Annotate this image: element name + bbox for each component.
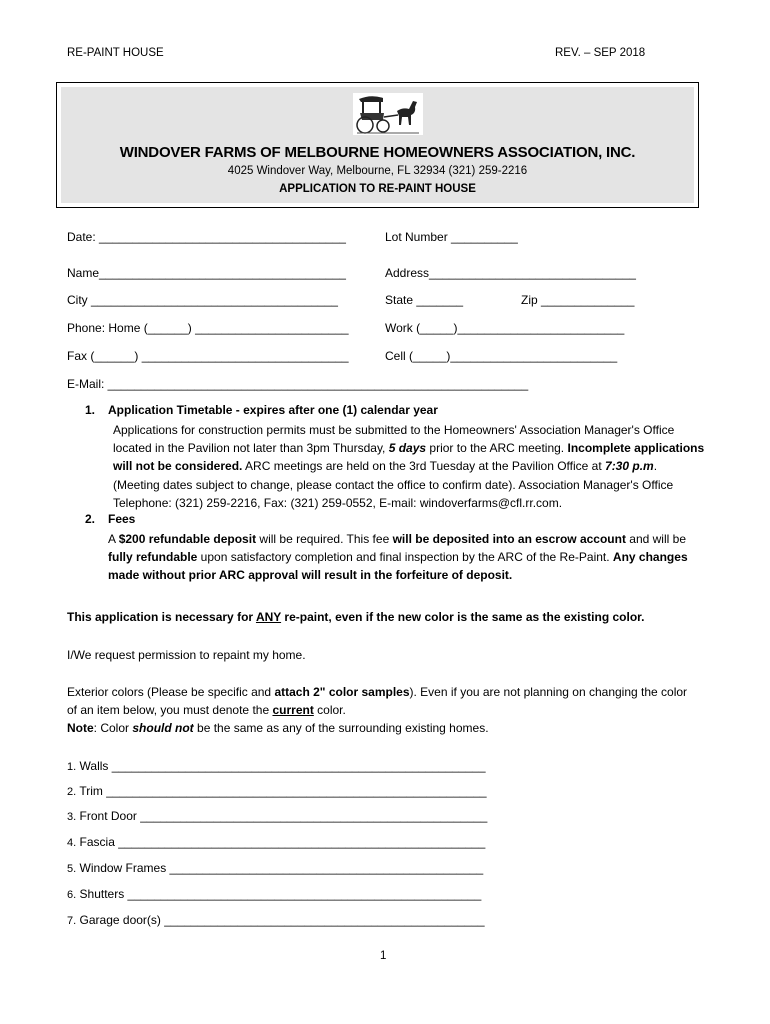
color-item-trim[interactable]: 2. Trim _________________________________________________________ (67, 784, 487, 798)
horse-and-buggy-icon (353, 93, 423, 135)
date-field[interactable]: Date: _____________________________________ (67, 230, 346, 244)
color-item-window-frames[interactable]: 5. Window Frames _______________________________________________ (67, 861, 484, 875)
city-field[interactable]: City _____________________________________ (67, 293, 338, 307)
exterior-colors-instructions: Exterior colors (Please be specific and attach 2" color samples). Even if you are not planning on changing the color of an item below, you must denote the current color. Note: Color should not be the same as any of the surrounding existing homes. (67, 685, 688, 736)
color-item-walls[interactable]: 1. Walls ________________________________________________________ (67, 759, 486, 773)
page-number: 1 (380, 950, 387, 962)
address-field[interactable]: Address_______________________________ (385, 266, 636, 280)
association-title: WINDOVER FARMS OF MELBOURNE HOMEOWNERS ASSOCIATION, INC. (119, 144, 636, 161)
color-item-front-door[interactable]: 3. Front Door ____________________________________________________ (67, 809, 488, 823)
title-box (56, 82, 699, 208)
title-box-fill (61, 87, 694, 203)
name-field[interactable]: Name_____________________________________ (67, 266, 346, 280)
request-statement: I/We request permission to repaint my home. (67, 648, 306, 662)
email-field[interactable]: E-Mail: _______________________________________________________________ (67, 377, 529, 391)
work-phone-field[interactable]: Work (_____)_________________________ (385, 321, 625, 335)
section-1-title: Application Timetable - expires after one (1) calendar year (108, 403, 438, 417)
application-subtitle: APPLICATION TO RE-PAINT HOUSE (279, 183, 476, 195)
color-item-shutters[interactable]: 6. Shutters _____________________________________________________ (67, 887, 482, 901)
cell-phone-field[interactable]: Cell (_____)_________________________ (385, 349, 618, 363)
color-item-garage-doors[interactable]: 7. Garage door(s) ________________________________________________ (67, 913, 485, 927)
section-2-body: A $200 refundable deposit will be required. This fee will be deposited into an escrow account and will be fully refundable upon satisfactory completion and final inspection by the ARC of the Re-Paint. Any changes made without prior ARC approval will result in the forfeiture of deposit. (108, 532, 688, 583)
section-1-body: Applications for construction permits must be submitted to the Homeowners' Association Manager's Office located in the Pavilion not later than 3pm Thursday, 5 days prior to the ARC meeting. Incomplete applications will not be considered. ARC meetings are held on the 3rd Tuesday at the Pavilion Office at 7:30 p.m. (Meeting dates subject to change, please contact the office to confirm date). Association Manager's Office Telephone: (321) 259-2216, Fax: (321) 259-0552, E-mail: windoverfarms@cfl.rr.com. (113, 423, 705, 510)
header-left: RE-PAINT HOUSE (67, 47, 164, 59)
repaint-notice: This application is necessary for ANY re-paint, even if the new color is the same as the existing color. (67, 610, 645, 624)
section-1-number: 1. (85, 403, 96, 417)
association-address: 4025 Windover Way, Melbourne, FL 32934 (321) 259-2216 (227, 165, 528, 177)
zip-field[interactable]: Zip ______________ (521, 293, 635, 307)
section-2-title: Fees (108, 512, 136, 526)
home-phone-field[interactable]: Phone: Home (______) _______________________ (67, 321, 349, 335)
header-right: REV. – SEP 2018 (555, 47, 646, 59)
section-2-number: 2. (85, 512, 96, 526)
lot-number-field[interactable]: Lot Number __________ (385, 230, 518, 244)
color-item-fascia[interactable]: 4. Fascia _______________________________________________________ (67, 835, 486, 849)
state-field[interactable]: State _______ (385, 293, 464, 307)
fax-field[interactable]: Fax (______) _______________________________ (67, 349, 349, 363)
